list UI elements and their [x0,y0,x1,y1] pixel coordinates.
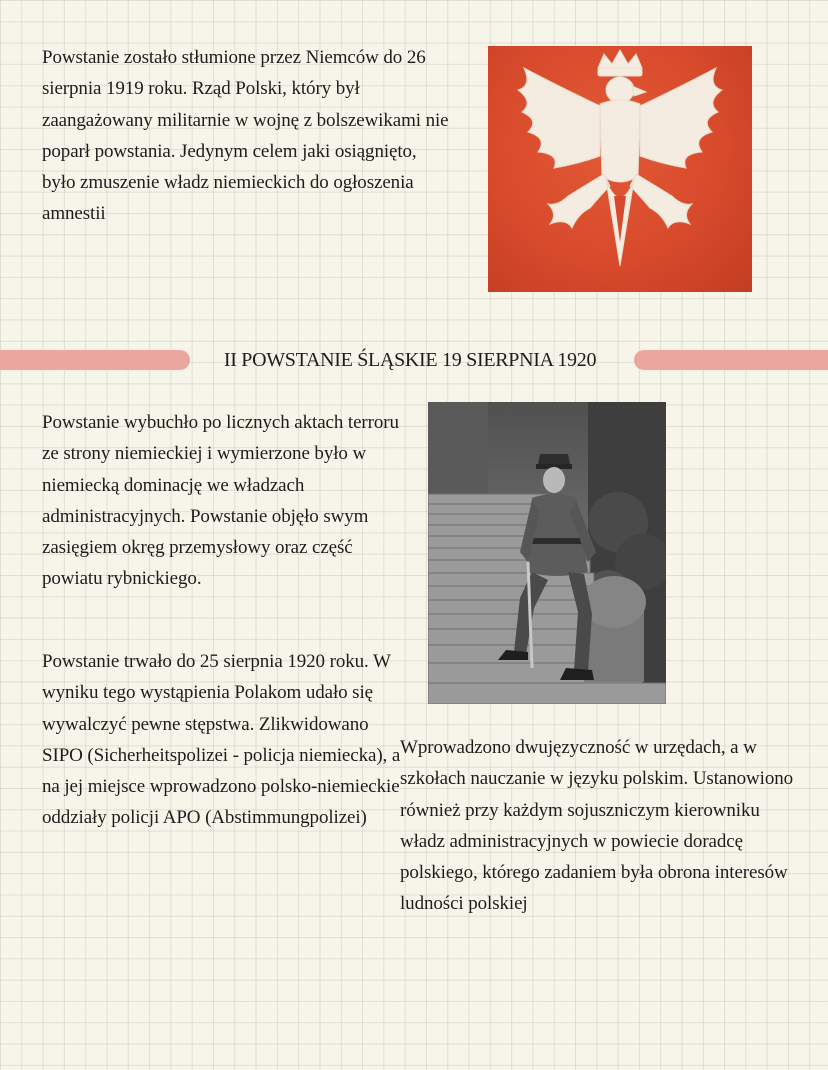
soldier-photo-icon [428,402,666,704]
paragraph-bilingualism: Wprowadzono dwujęzyczność w urzędach, a w szkołach nauczanie w języku polskim. Ustanowiono również przy każdym sojuszniczym kierowniku władz administracyjnych w powiecie doradcę polskiego, którego zadaniem była obrona interesów ludności polskiej [400,737,794,915]
heading-accent-bar-left [0,350,190,370]
white-eagle-banner-icon [488,46,752,292]
heading-accent-bar-right [634,350,828,370]
section-heading: II POWSTANIE ŚLĄSKIE 19 SIERPNIA 1920 [223,349,597,371]
paragraph-duration: Powstanie trwało do 25 sierpnia 1920 roku. W wyniku tego wystąpienia Polakom udało się wywalczyć pewne stępstwa. Zlikwidowano SIPO (Sicherheitspolizei - policja niemiecka), a na jej miejsce wprowadzono polsko-niemieckie oddziały policji APO (Abstimmungpolizei) [42,651,401,829]
paragraph-outbreak: Powstanie wybuchło po licznych aktach terroru ze strony niemieckiej i wymierzone było w niemiecką dominację we władzach administracyjnych. Powstanie objęło swym zasięgiem okręg przemysłowy oraz część powiatu rybnickiego. [42,412,399,590]
paragraph-suppression: Powstanie zostało stłumione przez Niemców do 26 sierpnia 1919 roku. Rząd Polski, który był zaangażowany militarnie w wojnę z bolszewikami nie poparł powstania. Jedynym celem jaki osiągnięto, było zmuszenie władz niemieckich do ogłoszenia amnestii [42,47,449,225]
